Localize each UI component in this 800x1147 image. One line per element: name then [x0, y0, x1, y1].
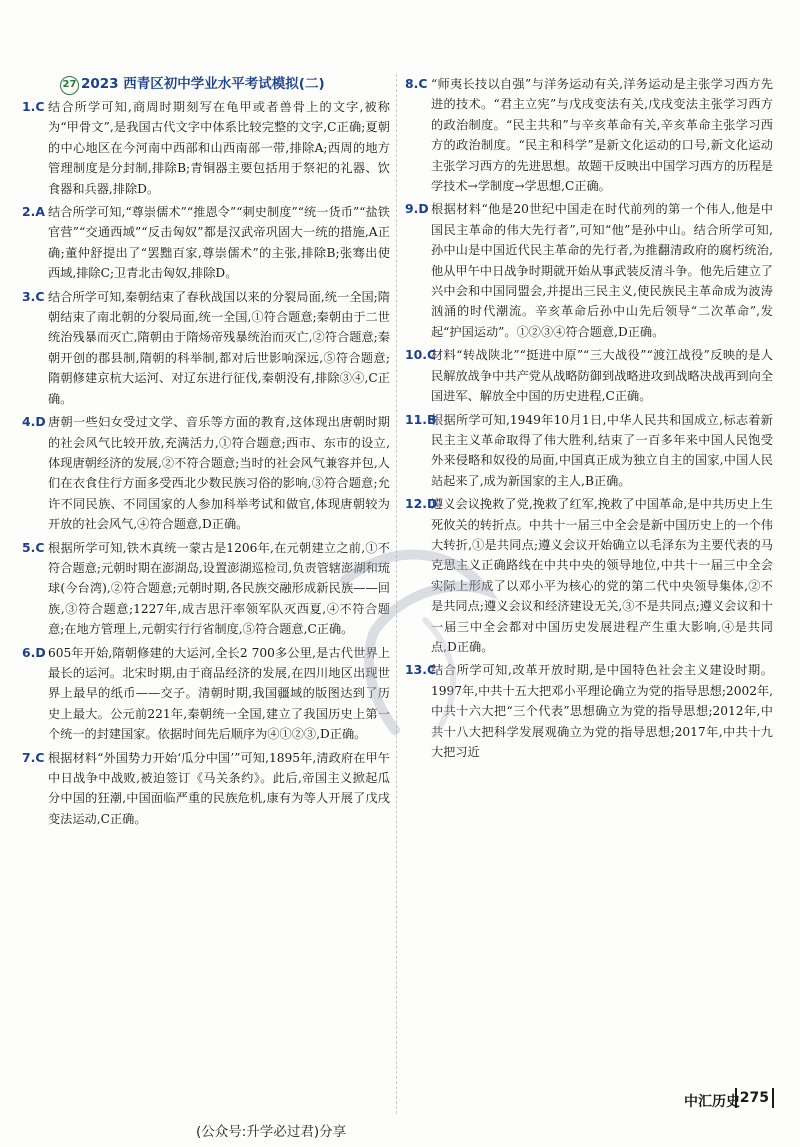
answer-key: 13.C: [405, 662, 437, 678]
answer-item: [405, 345, 773, 406]
page-number: 275: [735, 1088, 774, 1108]
answer-text: 结合所学可知,改革开放时期,是中国特色社会主义建设时期。1997年,中共十五大把邓小平理论确立为党的指导思想;2002年,中共十六大把“三个代表”思想确立为党的指导思想;2012年,中共十八大把科学发展观确立为党的指导思想;2017年,中共十九大把习近: [431, 663, 774, 759]
answer-item: [22, 202, 390, 284]
answer-key: 5.C: [22, 539, 45, 555]
answer-item: [405, 74, 773, 196]
answer-key: 8.C: [405, 76, 428, 91]
answer-key: 11.B: [405, 411, 437, 427]
answer-text: “师夷长技以自强”与洋务运动有关,洋务运动是主张学习西方先进的技术。“君主立宪”与戊戌变法有关,戊戌变法主张学习西方的政治制度。“民主共和”与辛亥革命有关,辛亥革命主张学习西方的政治制度。“民主和科学”是新文化运动的口号,新文化运动主张学习西方的先进思想。故题干反映出中国学习西方的历程是学技术→学制度→学思想,C正确。: [431, 77, 773, 194]
answer-item: [22, 97, 390, 199]
answer-item: [405, 410, 773, 492]
answer-text: 结合所学可知,商周时期刻写在龟甲或者兽骨上的文字,被称为“甲骨文”,是我国古代文字中体系比较完整的文字,C正确;夏朝的中心地区在今河南中西部和山西南部一带,排除A;西周的地方管理制度是分封制,排除B;青铜器主要包括用于祭祀的礼器、饮食器和兵器,排除D。: [48, 100, 390, 196]
exam-title-text: 2023 西青区初中学业水平考试模拟(二): [81, 76, 325, 92]
exam-title: [22, 74, 390, 95]
answer-item: [22, 412, 390, 534]
answer-text: 遵义会议挽救了党,挽救了红军,挽救了中国革命,是中共历史上生死攸关的转折点。中共十一届三中全会是新中国历史上的一个伟大转折,①是共同点;遵义会议开始确立以毛泽东为主要代表的马克思主义正确路线在中共中央的领导地位,中共十一届三中全会实际上形成了以邓小平为核心的党的第二代中央领导集体,②不是共同点;遵义会议和经济建设无关,③不是共同点;遵义会议和十一届三中全会都对中国历史发展进程产生重大影响,④是共同点,D正确。: [431, 497, 773, 654]
watermark-logo: [305, 520, 525, 760]
answer-text: 唐朝一些妇女受过文学、音乐等方面的教育,这体现出唐朝时期的社会风气比较开放,充满活力,①符合题意;西市、东市的设立,体现唐朝经济的发展,②不符合题意;当时的社会风气兼容并包,人们在衣食住行方面多受西北少数民族习俗的影响,③符合题意;允许不同民族、不同国家的人参加科举考试和做官,体现唐朝较为开放的社会风气,④符合题意,D正确。: [48, 415, 390, 532]
answer-key: 7.C: [22, 749, 45, 765]
answer-item: [22, 287, 390, 409]
answer-key: 2.A: [22, 204, 45, 220]
answer-key: 6.D: [22, 644, 46, 660]
footer-share-note: (公众号:升学必过君)分享: [196, 1124, 347, 1140]
footer-brand: 中汇历史: [684, 1094, 740, 1110]
answer-text: 根据所学可知,1949年10月1日,中华人民共和国成立,标志着新民主主义革命取得了伟大胜利,结束了一百多年来中国人民饱受外来侵略和奴役的局面,中国真正成为独立自主的国家,中国人民站起来了,成为新国家的主人,B正确。: [431, 412, 773, 488]
answer-text: 根据材料“外国势力开始‘瓜分中国’”可知,1895年,清政府在甲午中日战争中战败,被迫签订《马关条约》。此后,帝国主义掀起瓜分中国的狂潮,中国面临严重的民族危机,康有为等人开展了戊戌变法运动,C正确。: [48, 750, 390, 826]
answer-text: 材料“转战陕北”“挺进中原”“三大战役”“渡江战役”反映的是人民解放战争中共产党从战略防御到战略进攻到战略决战再到向全国进军、解放全中国的历史进程,C正确。: [431, 348, 773, 404]
answer-text: 根据材料“他是20世纪中国走在时代前列的第一个伟人,他是中国民主革命的伟大先行者”,可知“他”是孙中山。结合所学可知,孙中山是中国近代民主革命的先行者,为推翻清政府的腐朽统治,他从甲午中日战争时期就开始从事武装反清斗争。他先后建立了兴中会和中国同盟会,并提出三民主义,使民族民主革命成为波涛汹涌的时代潮流。辛亥革命后孙中山先后领导“二次革命”,发起“护国运动”。①②③④符合题意,D正确。: [431, 202, 773, 339]
answer-key: 1.C: [22, 99, 45, 114]
answer-text: 结合所学可知,秦朝结束了春秋战国以来的分裂局面,统一全国;隋朝结束了南北朝的分裂局面,统一全国,①符合题意;秦朝由于二世统治残暴而灭亡,隋朝由于隋炀帝残暴统治而灭亡,②符合题意;秦朝开创的郡县制,隋朝的科举制,都对后世影响深远,⑤符合题意;隋朝修建京杭大运河、对辽东进行征伐,秦朝没有,排除③④,C正确。: [48, 289, 390, 406]
answer-text: 605年开始,隋朝修建的大运河,全长2 700多公里,是古代世界上最长的运河。北宋时期,由于商品经济的发展,在四川地区出现世界上最早的纸币——交子。清朝时期,我国疆域的版图达到了历史上最大。公元前221年,秦朝统一全国,建立了我国历史上第一个统一的封建国家。依据时间先后顺序为④①②③,D正确。: [48, 645, 390, 742]
answer-item: [405, 199, 773, 342]
answer-key: 10.C: [405, 347, 437, 363]
exam-number-badge: 27: [60, 76, 79, 95]
answer-key: 3.C: [22, 288, 45, 304]
answer-key: 12.D: [405, 496, 438, 512]
answer-key: 9.D: [405, 201, 429, 217]
answer-text: 结合所学可知,“尊崇儒术”“推恩令”“刺史制度”“统一货币”“盐铁官营”“交通西域”“反击匈奴”都是汉武帝巩固大一统的措施,A正确;董仲舒提出了“罢黜百家,尊崇儒术”的主张,排除B;张骞出使西域,排除C;卫青北击匈奴,排除D。: [48, 205, 390, 281]
answer-text: 根据所学可知,铁木真统一蒙古是1206年,在元朝建立之前,①不符合题意;元朝时期在澎湖岛,设置澎湖巡检司,负责管辖澎湖和琉球(今台湾),②符合题意;元朝时期,各民族交融形成新民族——回族,③符合题意;1227年,成吉思汗率领军队灭西夏,④不符合题意;在地方管理上,元朝实行行省制度,⑤符合题意,C正确。: [48, 540, 390, 637]
answer-key: 4.D: [22, 414, 46, 430]
